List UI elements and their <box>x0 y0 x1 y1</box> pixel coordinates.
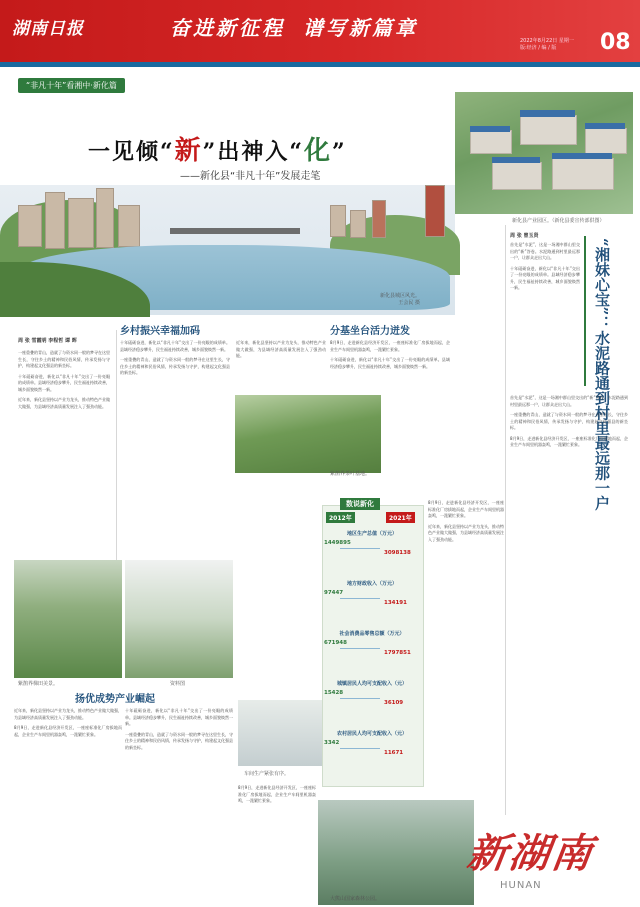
stat-label: 城镇居民人均可支配收入（元） <box>336 681 407 687</box>
article-column-9-text: 首先是“水泥”，这是一场湘中群山里交出的“新”答卷。水泥路通到村里最远那一户，让群众走出大山。 <box>510 242 580 260</box>
vertical-title-bar <box>584 236 586 386</box>
article-column-3 <box>236 340 326 390</box>
article-column-7 <box>125 708 233 898</box>
terrace-photo-caption: 紫鹊界梯田美景。 <box>18 681 59 687</box>
stat-connector-line <box>340 748 380 749</box>
stat-value-2012: 15428 <box>324 690 344 696</box>
stat-label: 社会消费品零售总额（万元） <box>339 631 405 637</box>
right-column-title: “湘妹心宝”：水泥路通到村里最远那一户 <box>593 238 611 511</box>
building <box>425 185 445 237</box>
article-column-1 <box>18 350 110 555</box>
year-left: 2012年 <box>326 512 355 523</box>
factory-roof <box>520 110 575 117</box>
factory-building <box>585 128 627 154</box>
section-head-industry: 扬优成势产业崛起 <box>75 694 155 705</box>
article-column-5 <box>428 500 504 800</box>
factory-building <box>492 162 542 190</box>
factory-workshop-photo <box>238 700 322 766</box>
section-head-village: 乡村振兴幸福加码 <box>120 326 200 337</box>
building <box>96 188 114 248</box>
stat-value-2021: 11671 <box>384 750 404 756</box>
section-tag: “非凡十年”看湘中·新化篇 <box>18 78 125 93</box>
factory-photo-caption: 车间生产紧张有序。 <box>244 771 290 777</box>
stat-connector-line <box>340 698 380 699</box>
article-column-6-text-more: 8月9日，走进新化县经济开发区，一座座标准化厂房拔地而起，企业生产车间里机器轰鸣，一派繁忙景象。 <box>14 725 122 737</box>
watermark-subtext: HUNAN <box>500 880 542 891</box>
article-column-4-text-more: 十年砥砺奋进，新化以“非凡十年”交出了一份亮眼的成绩单。县域经济稳步攀升，民生福祉持续改善，城乡面貌焕然一新。 <box>330 357 450 369</box>
slogan-right: 谱写新篇章 <box>303 16 418 40</box>
building <box>45 192 65 249</box>
headline-subtitle: ——新化县“非凡十年”发展走笔 <box>180 171 321 182</box>
byline-right: 周 张 曾玉贤 <box>510 233 539 239</box>
article-column-3-text: 近年来，新化县坚持以产业为龙头，推动特色产业做大做强，为县域经济高质量发展注入了强劲动能。 <box>236 340 326 358</box>
issue-date-text: 2022年8月22日 星期一 <box>520 38 574 44</box>
stat-label: 地区生产总值（万元） <box>346 531 397 537</box>
factory-building <box>552 158 614 190</box>
article-column-9-text-more: 十年砥砺奋进，新化以“非凡十年”交出了一份亮眼的成绩单。县域经济稳步攀升，民生福祉持续改善，城乡面貌焕然一新。 <box>510 265 580 290</box>
main-photo-caption-text: 新化县城区风光。 <box>380 293 421 299</box>
main-photo-caption <box>380 292 420 306</box>
terrace-photo <box>14 560 122 678</box>
stat-connector-line <box>340 648 380 649</box>
stat-value-2012: 97447 <box>324 590 344 596</box>
factory-roof <box>585 123 625 129</box>
stat-value-2021: 1797851 <box>384 650 411 656</box>
stat-value-2012: 3342 <box>324 740 340 746</box>
article-column-6 <box>14 708 122 898</box>
bridge <box>170 228 300 234</box>
headline <box>88 130 347 167</box>
mist-photo-caption: 资料图 <box>170 681 186 687</box>
factory-building <box>470 130 512 154</box>
headline-part2: ”出神入“ <box>202 139 304 165</box>
article-column-2-text: 十年砥砺奋进，新化以“非凡十年”交出了一份亮眼的成绩单。县域经济稳步攀升，民生福祉持续改善，城乡面貌焕然一新。 <box>120 340 230 352</box>
factory-roof <box>552 153 612 159</box>
article-column-10 <box>510 395 628 815</box>
article-column-4 <box>330 340 450 490</box>
section-head-strategy: 分基坐台活力迸发 <box>330 326 410 337</box>
building <box>372 200 386 238</box>
header-stripe <box>0 62 640 67</box>
slogan-left: 奋进新征程 <box>170 16 285 40</box>
article-column-2 <box>120 340 230 555</box>
stat-value-2012: 1449895 <box>324 540 351 546</box>
article-column-7-text-more: 一座重叠的青山，造就了与资水同一般的梦寻在这里生长，守住乡土的精神和民俗风情，传承发扬与守护，构建起文化强县的新坐标。 <box>125 731 233 750</box>
xinhunan-watermark-logo: 新湖南 <box>464 830 597 877</box>
column-divider <box>505 225 506 815</box>
stat-label: 农村居民人均可支配收入（元） <box>336 731 407 737</box>
stat-value-2021: 134191 <box>384 600 407 606</box>
factory-building <box>520 115 577 145</box>
newspaper-logo: 湖南日报 <box>12 19 84 39</box>
factory-roof <box>492 157 540 163</box>
stat-value-2021: 3098138 <box>384 550 411 556</box>
headline-accent-hua: 化 <box>303 136 332 166</box>
article-column-9 <box>510 242 580 392</box>
stat-value-2021: 36109 <box>384 700 404 706</box>
issue-date <box>520 38 600 52</box>
article-column-10-text-more2: 8月9日，走进新化县经济开发区，一座座标准化厂房拔地而起，企业生产车间里机器轰鸣，一派繁忙景象。 <box>510 435 628 447</box>
article-column-4-text: 8月9日，走进新化县经济开发区，一座座标准化厂房拔地而起，企业生产车间里机器轰鸣，一派繁忙景象。 <box>330 340 450 352</box>
article-column-5-text: 8月9日，走进新化县经济开发区，一座座标准化厂房拔地而起，企业生产车间里机器轰鸣，一派繁忙景象。 <box>428 500 504 518</box>
edition-text: 版:经济 / 编 / 版 <box>520 45 557 51</box>
article-column-8 <box>238 785 316 900</box>
article-column-2-text-more: 一座重叠的青山，造就了与资水同一般的梦寻在这里生长，守住乡土的精神和民俗风情，传承发扬与守护，构建起文化强县的新坐标。 <box>120 357 230 375</box>
article-column-10-text-more: 一座重叠的青山，造就了与资水同一般的梦寻在这里生长，守住乡土的精神和民俗风情，传承发扬与守护，构建起文化强县的新坐标。 <box>510 412 628 430</box>
forest-park-photo <box>318 800 474 905</box>
stats-infobox-title: 数说新化 <box>340 498 380 510</box>
stat-connector-line <box>340 598 380 599</box>
masthead-slogan <box>170 12 418 41</box>
year-right: 2021年 <box>386 512 415 523</box>
right-photo-caption: 新化县产业园区。（新化县委宣传部供图） <box>512 218 605 224</box>
column-divider <box>116 330 117 560</box>
main-photo-credit: 王会民 摄 <box>398 300 421 306</box>
headline-part3: ” <box>332 139 347 165</box>
article-column-1-text-more: 十年砥砺奋进，新化以“非凡十年”交出了一份亮眼的成绩单。县域经济稳步攀升，民生福祉持续改善，城乡面貌焕然一新。 <box>18 373 110 392</box>
building <box>330 205 346 237</box>
stat-connector-line <box>340 548 380 549</box>
factory-roof <box>470 126 510 132</box>
bottom-photo-caption: 大熊山国家森林公园。 <box>330 896 381 902</box>
byline-main: 周 张 雪霞明 李程哲 谭 晖 <box>18 338 77 344</box>
headline-part1: 一见倾“ <box>88 139 175 165</box>
tea-photo-caption: 紫鹊界茶叶基地。 <box>330 471 371 477</box>
article-column-8-text: 8月9日，走进新化县经济开发区，一座座标准化厂房拔地而起，企业生产车间里机器轰鸣，一派繁忙景象。 <box>238 785 316 803</box>
building <box>350 210 366 238</box>
building <box>68 198 94 248</box>
page-number: 08 <box>600 30 631 55</box>
building <box>18 205 42 247</box>
article-column-1-text: 一座重叠的青山，造就了与资水同一般的梦寻在这里生长，守住乡土的精神和民俗风情，传承发扬与守护，构建起文化强县的新坐标。 <box>18 350 110 368</box>
stat-label: 地方财政收入（万元） <box>346 581 397 587</box>
mist-mountain-photo <box>125 560 233 678</box>
article-column-6-text: 近年来，新化县坚持以产业为龙头，推动特色产业做大做强，为县域经济高质量发展注入了强劲动能。 <box>14 708 122 720</box>
building <box>118 205 140 247</box>
article-column-5-text-more: 近年来，新化县坚持以产业为龙头，推动特色产业做大做强，为县域经济高质量发展注入了强劲动能。 <box>428 523 504 542</box>
stat-value-2012: 671948 <box>324 640 347 646</box>
headline-accent-new: 新 <box>174 136 203 166</box>
article-column-10-text: 首先是“水泥”，这是一场湘中群山里交出的“新”答卷。水泥路通到村里最远那一户，让群众走出大山。 <box>510 395 628 407</box>
article-column-7-text: 十年砥砺奋进，新化以“非凡十年”交出了一份亮眼的成绩单。县域经济稳步攀升，民生福祉持续改善，城乡面貌焕然一新。 <box>125 708 233 726</box>
article-column-1-text-more2: 近年来，新化县坚持以产业为龙头，推动特色产业做大做强，为县域经济高质量发展注入了强劲动能。 <box>18 397 110 409</box>
